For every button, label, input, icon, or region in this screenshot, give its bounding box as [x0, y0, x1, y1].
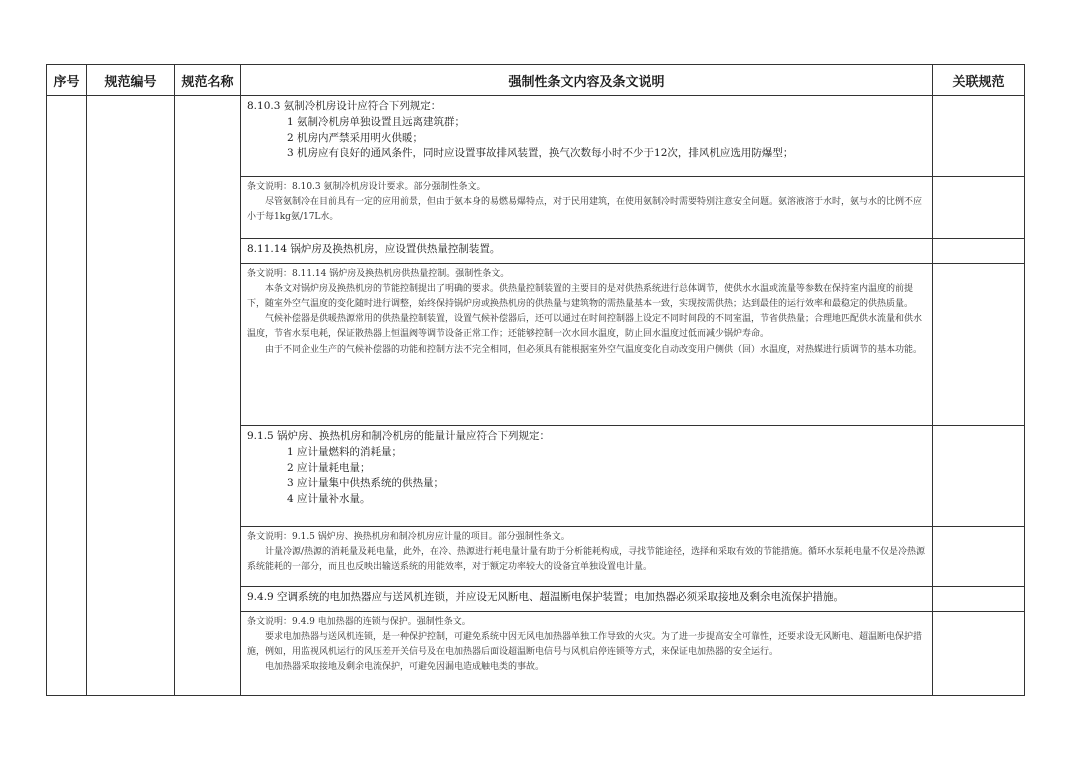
clause-title: 8.11.14 锅炉房及换热机房，应设置供热量控制装置。 — [247, 243, 501, 255]
clause-item: 1 应计量燃料的消耗量； — [287, 445, 403, 458]
note-cell — [241, 612, 933, 696]
regulation-table — [46, 64, 1025, 696]
table-body — [47, 96, 1025, 696]
note-cell — [241, 527, 933, 587]
related-cell — [933, 177, 1025, 239]
content-cell — [241, 426, 933, 527]
header-content: 强制性条文内容及条文说明 — [241, 65, 933, 96]
related-cell — [933, 426, 1025, 527]
note-title: 条文说明：9.1.5 锅炉房、换热机房和制冷机房应计量的项目。部分强制性条文。 — [247, 532, 570, 542]
note-paragraph: 要求电加热器与送风机连锁，是一种保护控制，可避免系统中因无风电加热器单独工作导致的火灾。为了进一步提高安全可靠性，还要求设无风断电、超温断电保护措施，例如，用监视风机运行的风压差开关信号及在电加热器后面设超温断电信号与风机启停连锁等方式，来保证电加热器的安全运行。 — [247, 632, 923, 658]
clause-item: 4 应计量补水量。 — [287, 493, 371, 505]
note-paragraph: 计量冷源/热源的消耗量及耗电量，此外，在冷、热源进行耗电量计量有助于分析能耗构成，寻找节能途径，选择和采取有效的节能措施。循环水泵耗电量不仅是冷热源系统能耗的一部分，而且也反映出输送系统的用能效率，对于额定功率较大的设备宜单独设置电计量。 — [247, 547, 926, 573]
note-paragraph: 由于不同企业生产的气候补偿器的功能和控制方法不完全相同，但必须具有能根据室外空气温度变化自动改变用户侧供（回）水温度，对热媒进行质调节的基本功能。 — [265, 344, 923, 355]
related-cell — [933, 239, 1025, 264]
header-code: 规范编号 — [87, 65, 175, 96]
related-cell — [933, 96, 1025, 177]
related-cell — [933, 527, 1025, 587]
note-cell — [241, 177, 933, 239]
clause-title: 9.4.9 空调系统的电加热器应与送风机连锁，并应设无风断电、超温断电保护装置；电加热器必须采取接地及剩余电流保护措施。 — [247, 591, 845, 603]
note-title: 条文说明：8.10.3 氨制冷机房设计要求。部分强制性条文。 — [247, 182, 486, 192]
clause-item: 2 应计量耗电量； — [287, 461, 371, 474]
clause-item: 3 应计量集中供热系统的供热量； — [287, 477, 445, 490]
clause-title: 8.10.3 氨制冷机房设计应符合下列规定： — [247, 100, 442, 112]
note-paragraph: 电加热器采取接地及剩余电流保护，可避免因漏电造成触电类的事故。 — [265, 662, 545, 673]
note-paragraph: 本条文对锅炉房及换热机房的节能控制提出了明确的要求。供热量控制装置的主要目的是对供热系统进行总体调节，使供水水温或流量等参数在保持室内温度的前提下，随室外空气温度的变化随时进行调整，始终保持锅炉房或换热机房的供热量与建筑物的需热量基本一致，实现按需供热；达到最佳的运行效率和最稳定的供热质量。 — [247, 284, 914, 310]
note-cell — [241, 264, 933, 426]
seq-cell — [47, 96, 87, 696]
clause-item: 1 氨制冷机房单独设置且远离建筑群； — [287, 115, 466, 128]
table-row — [47, 96, 1025, 177]
name-cell — [175, 96, 241, 696]
header-related: 关联规范 — [933, 65, 1025, 96]
content-cell — [241, 239, 933, 264]
code-cell — [87, 96, 175, 696]
clause-item: 3 机房应有良好的通风条件，同时应设置事故排风装置，换气次数每小时不少于12次，排风机应选用防爆型； — [287, 147, 794, 160]
related-cell — [933, 612, 1025, 696]
header-name: 规范名称 — [175, 65, 241, 96]
related-cell — [933, 587, 1025, 612]
note-paragraph: 尽管氨制冷在目前具有一定的应用前景，但由于氨本身的易燃易爆特点，对于民用建筑，在使用氨制冷时需要特别注意安全问题。氨溶液溶于水时，氨与水的比例不应小于每1kg氨/17L水。 — [247, 197, 923, 223]
note-title: 条文说明：9.4.9 电加热器的连锁与保护。强制性条文。 — [247, 617, 471, 627]
note-title: 条文说明：8.11.14 锅炉房及换热机房供热量控制。强制性条文。 — [247, 269, 510, 279]
content-cell — [241, 96, 933, 177]
related-cell — [933, 264, 1025, 426]
clause-item: 2 机房内严禁采用明火供暖； — [287, 131, 424, 144]
clause-title: 9.1.5 锅炉房、换热机房和制冷机房的能量计量应符合下列规定： — [247, 430, 551, 442]
table-header-row — [47, 65, 1025, 96]
content-cell — [241, 587, 933, 612]
header-seq: 序号 — [47, 65, 87, 96]
note-paragraph: 气候补偿器是供暖热源常用的供热量控制装置，设置气候补偿器后，还可以通过在时间控制器上设定不同时间段的不同室温，节省供热量；合理地匹配供水流量和供水温度，节省水泵电耗，保证散热器上恒温阀等调节设备正常工作；还能够控制一次水回水温度，防止回水温度过低而减少锅炉寿命。 — [247, 314, 923, 340]
